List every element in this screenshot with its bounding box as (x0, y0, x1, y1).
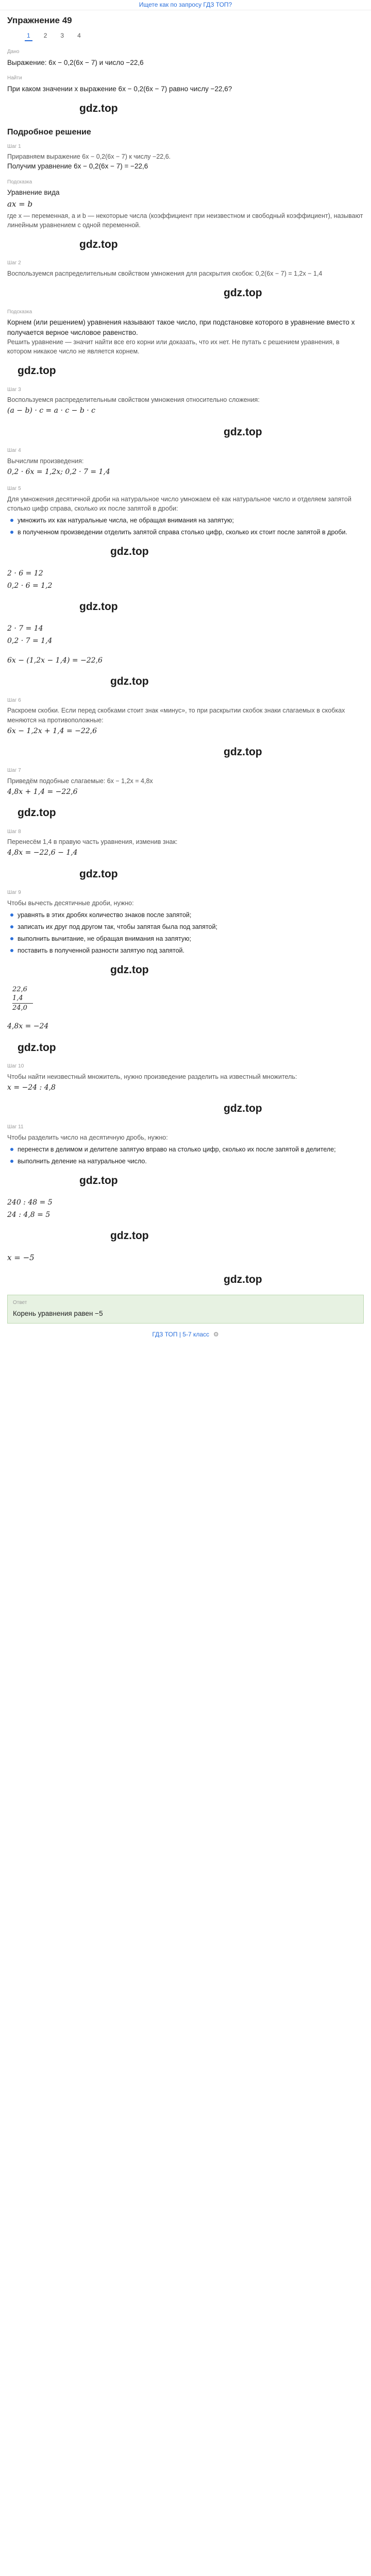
step-10 (7, 1063, 364, 1094)
pager-item-2[interactable]: 2 (43, 31, 47, 39)
calc-line: 1,4 (12, 994, 23, 1002)
step-text: Воспользуемся распределительным свойством умножения относительно сложения: (7, 396, 260, 404)
step-tag: Шаг 5 (7, 486, 21, 492)
step-text: Получим уравнение 6x − 0,2(6x − 7) = −22,6 (7, 162, 148, 171)
watermark: gdz.top (110, 675, 149, 688)
given-text: Выражение: 6x − 0,2(6x − 7) и число −22,6 (7, 58, 144, 66)
step-text: Приравняем выражение 6x − 0,2(6x − 7) к числу −22,6. (7, 153, 171, 161)
list-item (10, 934, 364, 943)
find-block (7, 75, 364, 94)
list-item-text: умножить их как натуральные числа, не обращая внимания на запятую; (18, 516, 234, 524)
formula: 4,8x = −24 (7, 1022, 49, 1031)
step-6 (7, 697, 364, 737)
list-item (10, 922, 364, 931)
column-subtraction (7, 986, 364, 1013)
formula: 0,2 · 6 = 1,2 (7, 581, 53, 590)
step-tag: Шаг 2 (7, 260, 21, 266)
hint-text: Решить уравнение — значит найти все его корни или доказать, что их нет. Не путать с решением уравнения, в котором никакое число не является корнем. (7, 338, 340, 355)
step-11 (7, 1124, 364, 1166)
list-item-text: перенести в делимом и делителе запятую вправо на столько цифр, сколько их после запятой в делителе; (18, 1146, 336, 1154)
bullet-icon (10, 949, 13, 952)
formula: 24 : 4,8 = 5 (7, 1211, 50, 1219)
step-4 (7, 447, 364, 478)
bullet-icon (10, 1160, 13, 1163)
step-1 (7, 143, 364, 172)
watermark: gdz.top (224, 1273, 262, 1285)
rule-list (10, 910, 364, 956)
step-9 (7, 889, 364, 955)
calc-2 (7, 622, 364, 648)
step-tag: Шаг 1 (7, 143, 21, 149)
hint-text: Корнем (или решением) уравнения называют такое число, при подстановке которого в уравнение вместо x получается верное числовое равенство. (7, 318, 355, 336)
find-tag: Найти (7, 75, 22, 81)
formula: 4,8x = −22,6 − 1,4 (7, 849, 78, 857)
list-item-text: поставить в полученной разности запятую под запятой. (18, 947, 185, 955)
watermark: gdz.top (79, 239, 118, 251)
step-8 (7, 828, 364, 859)
step-text: Для умножения десятичной дроби на натуральное число умножаем её как натуральное число и отделяем запятой столько цифр справа, сколько их после запятой в дроби: (7, 495, 351, 512)
hint-text: где x — переменная, a и b — некоторые числа (коэффициент при неизвестном и свободный коэффициент), называют линейным уравнением с одной переменной. (7, 212, 363, 229)
answer-value: Корень уравнения равен −5 (13, 1310, 103, 1318)
list-item (10, 910, 364, 920)
step-text: Чтобы найти неизвестный множитель, нужно произведение разделить на известный множитель: (7, 1073, 297, 1080)
watermark: gdz.top (224, 745, 262, 758)
main-content (0, 10, 371, 1351)
hint-tag: Подсказка (7, 309, 32, 315)
formula: 6x − 1,2x + 1,4 = −22,6 (7, 726, 97, 735)
watermark: gdz.top (18, 1041, 56, 1054)
list-item (10, 1145, 364, 1154)
step-7 (7, 767, 364, 798)
step-tag: Шаг 10 (7, 1063, 24, 1070)
formula: 0,2 · 7 = 1,4 (7, 636, 53, 645)
gear-icon[interactable]: ⚙ (213, 1331, 219, 1338)
bullet-icon (10, 531, 13, 534)
section-title: Подробное решение (7, 127, 91, 137)
step-text: Воспользуемся распределительным свойством умножения для раскрытия скобок: 0,2(6x − 7) = 1,2x − 1,4 (7, 269, 323, 277)
equation-1 (7, 654, 364, 667)
step-3 (7, 386, 364, 417)
watermark: gdz.top (224, 287, 262, 299)
watermark: gdz.top (110, 546, 149, 558)
step-text: Вычислим произведения: (7, 457, 84, 465)
rule-list (10, 516, 364, 537)
pager-item-1[interactable]: 1 (25, 31, 32, 41)
list-item-text: записать их друг под другом так, чтобы запятая была под запятой; (18, 923, 217, 930)
equation-5 (7, 1020, 364, 1032)
calc-line: 22,6 (12, 985, 27, 993)
formula: (a − b) · c = a · c − b · c (7, 406, 96, 415)
hint-text: Уравнение вида (7, 189, 60, 197)
step-text: Чтобы вычесть десятичные дроби, нужно: (7, 899, 134, 907)
find-text: При каком значении x выражение 6x − 0,2(6x − 7) равно числу −22,6? (7, 84, 232, 93)
exercise-title: Упражнение 49 (7, 15, 72, 25)
bullet-icon (10, 1148, 13, 1151)
pager-item-4[interactable]: 4 (77, 31, 81, 39)
watermark: gdz.top (79, 601, 118, 613)
formula: 2 · 6 = 12 (7, 569, 43, 578)
step-tag: Шаг 4 (7, 448, 21, 454)
bullet-icon (10, 937, 13, 940)
bullet-icon (10, 519, 13, 522)
formula: x = −5 (7, 1252, 35, 1262)
rule-list (10, 1145, 364, 1166)
watermark: gdz.top (224, 426, 262, 438)
hint-2 (7, 309, 364, 357)
step-text: Перенесём 1,4 в правую часть уравнения, изменив знак: (7, 838, 178, 846)
watermark: gdz.top (110, 1230, 149, 1242)
given-block (7, 48, 364, 67)
formula: ax = b (7, 199, 33, 209)
bottom-link[interactable]: ГДЗ ТОП | 5-7 класс (152, 1331, 210, 1338)
step-tag: Шаг 8 (7, 828, 21, 835)
formula: x = −24 : 4,8 (7, 1083, 56, 1092)
exercise-pager (25, 31, 364, 41)
list-item-text: выполнить вычитание, не обращая внимания на запятую; (18, 935, 191, 942)
step-tag: Шаг 3 (7, 386, 21, 393)
step-text: Приведём подобные слагаемые: 6x − 1,2x = 4,8x (7, 777, 153, 785)
final-equation (7, 1251, 364, 1265)
list-item (10, 528, 364, 537)
pager-item-3[interactable]: 3 (60, 31, 64, 39)
list-item-text: в полученном произведении отделить запятой справа столько цифр, сколько их стоит после запятой в дроби. (18, 529, 347, 536)
formula: 6x − (1,2x − 1,4) = −22,6 (7, 656, 103, 665)
step-tag: Шаг 6 (7, 697, 21, 703)
bullet-icon (10, 925, 13, 928)
step-5 (7, 485, 364, 537)
list-item-text: уравнять в этих дробях количество знаков после запятой; (18, 911, 192, 919)
column-calc (7, 986, 33, 1013)
calc-rule (12, 1003, 33, 1004)
given-tag: Дано (7, 49, 20, 55)
formula: 2 · 7 = 14 (7, 624, 43, 633)
formula: 4,8x + 1,4 = −22,6 (7, 788, 78, 796)
bottom-link-row (7, 1329, 364, 1339)
formula: 240 : 48 = 5 (7, 1198, 53, 1207)
answer-box (7, 1295, 364, 1324)
list-item (10, 946, 364, 955)
list-item-text: выполнить деление на натуральное число. (18, 1158, 147, 1165)
calc-1 (7, 567, 364, 592)
step-tag: Шаг 7 (7, 768, 21, 774)
list-item (10, 1157, 364, 1166)
bullet-icon (10, 913, 13, 917)
watermark: gdz.top (18, 807, 56, 819)
hint-1 (7, 179, 364, 230)
top-banner-link[interactable]: Ищете как по запросу ГДЗ ТОП? (139, 1, 232, 8)
watermark: gdz.top (18, 365, 56, 377)
watermark: gdz.top (224, 1103, 262, 1115)
watermark: gdz.top (79, 103, 118, 115)
step-text: Чтобы разделить число на десятичную дробь, нужно: (7, 1133, 168, 1141)
watermark: gdz.top (79, 1175, 118, 1187)
calc-line: 24,0 (12, 1004, 27, 1012)
formula: 0,2 · 6x = 1,2x; 0,2 · 7 = 1,4 (7, 467, 110, 476)
watermark: gdz.top (79, 868, 118, 880)
answer-label: Ответ (13, 1299, 27, 1306)
step-2 (7, 260, 364, 278)
watermark: gdz.top (110, 964, 149, 976)
step-tag: Шаг 11 (7, 1124, 24, 1130)
top-banner (0, 0, 371, 10)
list-item (10, 516, 364, 525)
step-tag: Шаг 9 (7, 890, 21, 896)
hint-tag: Подсказка (7, 179, 32, 185)
division-calc (7, 1196, 364, 1222)
step-text: Раскроем скобки. Если перед скобками стоит знак «минус», то при раскрытии скобок знаки слагаемых в скобках меняются на противоположные: (7, 707, 345, 724)
